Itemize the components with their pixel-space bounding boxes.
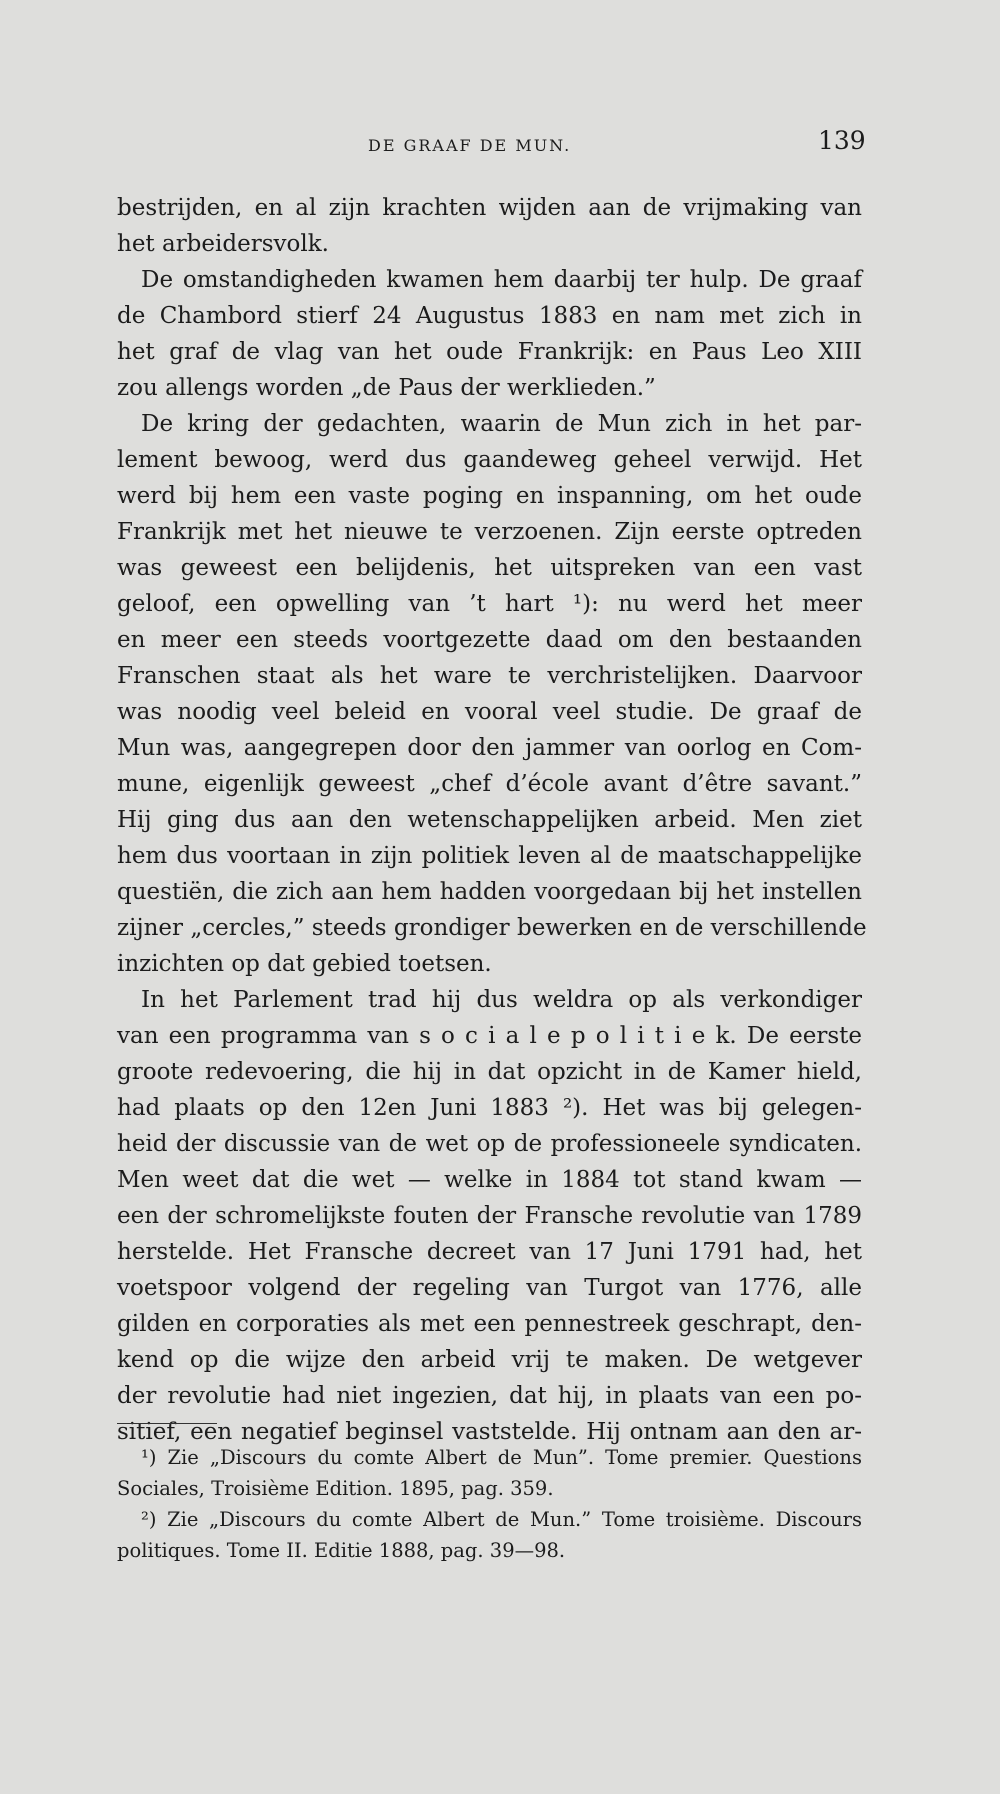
text-line: Men weet dat die wet — welke in 1884 tot stand kwam — [117,1167,862,1193]
text-line: geloof, een opwelling van ’t hart ¹): nu werd het meer [117,591,862,617]
text-line: gilden en corporaties als met een pennestreek geschrapt, den- [117,1311,862,1337]
text-line: De kring der gedachten, waarin de Mun zich in het par- [141,411,862,437]
text-line: heid der discussie van de wet op de professioneele syndicaten. [117,1131,862,1157]
footnote-line: ²) Zie „Discours du comte Albert de Mun.” Tome troisième. Discours [141,1508,862,1531]
text-line: zijner „cercles,” steeds grondiger bewerken en de verschillende [117,915,867,941]
text-line: en meer een steeds voortgezette daad om den bestaanden [117,627,862,653]
text-line: hem dus voortaan in zijn politiek leven al de maatschappelijke [117,843,862,869]
text-line: lement bewoog, werd dus gaandeweg geheel verwijd. Het [117,447,862,473]
text-line: kend op die wijze den arbeid vrij te maken. De wetgever [117,1347,862,1373]
running-title: DE GRAAF DE MUN. [368,136,572,155]
text-line: Frankrijk met het nieuwe te verzoenen. Zijn eerste optreden [117,519,862,545]
footnote-line: Sociales, Troisième Edition. 1895, pag. 359. [117,1477,554,1500]
text-line: Mun was, aangegrepen door den jammer van oorlog en Com- [117,735,862,761]
text-line: De omstandigheden kwamen hem daarbij ter hulp. De graaf [141,267,862,293]
body-text [117,190,867,1450]
text-line: voetspoor volgend der regeling van Turgot van 1776, alle [117,1275,862,1301]
text-line: was geweest een belijdenis, het uitspreken van een vast [117,555,862,581]
text-line: werd bij hem een vaste poging en inspanning, om het oude [117,483,862,509]
text-line: groote redevoering, die hij in dat opzicht in de Kamer hield, [117,1059,862,1085]
text-line: questiën, die zich aan hem hadden voorgedaan bij het instellen [117,879,862,905]
text-line: In het Parlement trad hij dus weldra op als verkondiger [141,987,862,1013]
text-line: van een programma van s o c i a l e p o l i t i e k. De eerste [117,1023,862,1049]
text-line: het arbeidersvolk. [117,231,329,257]
text-line: zou allengs worden „de Paus der werklieden.” [117,375,656,401]
text-line: Hij ging dus aan den wetenschappelijken arbeid. Men ziet [117,807,862,833]
footnote-line: politiques. Tome II. Editie 1888, pag. 39—98. [117,1539,566,1562]
footnote-divider [117,1423,217,1424]
page-header [0,126,1000,166]
page-number: 139 [818,126,866,155]
text-line: mune, eigenlijk geweest „chef d’école avant d’être savant.” [117,771,862,797]
text-line: een der schromelijkste fouten der Fransche revolutie van 1789 [117,1203,862,1229]
footnote-line: ¹) Zie „Discours du comte Albert de Mun”. Tome premier. Questions [141,1446,862,1469]
text-line: de Chambord stierf 24 Augustus 1883 en nam met zich in [117,303,862,329]
text-line: sitief, een negatief beginsel vaststelde. Hij ontnam aan den ar- [117,1419,862,1445]
footnotes [117,1442,862,1566]
text-line: was noodig veel beleid en vooral veel studie. De graaf de [117,699,862,725]
text-line: Franschen staat als het ware te verchristelijken. Daarvoor [117,663,862,689]
text-line: had plaats op den 12en Juni 1883 ²). Het was bij gelegen- [117,1095,862,1121]
text-line: het graf de vlag van het oude Frankrijk: en Paus Leo XIII [117,339,862,365]
text-line: der revolutie had niet ingezien, dat hij, in plaats van een po- [117,1383,862,1409]
text-line: herstelde. Het Fransche decreet van 17 Juni 1791 had, het [117,1239,862,1265]
text-line: inzichten op dat gebied toetsen. [117,951,492,977]
text-line: bestrijden, en al zijn krachten wijden aan de vrijmaking van [117,195,862,221]
